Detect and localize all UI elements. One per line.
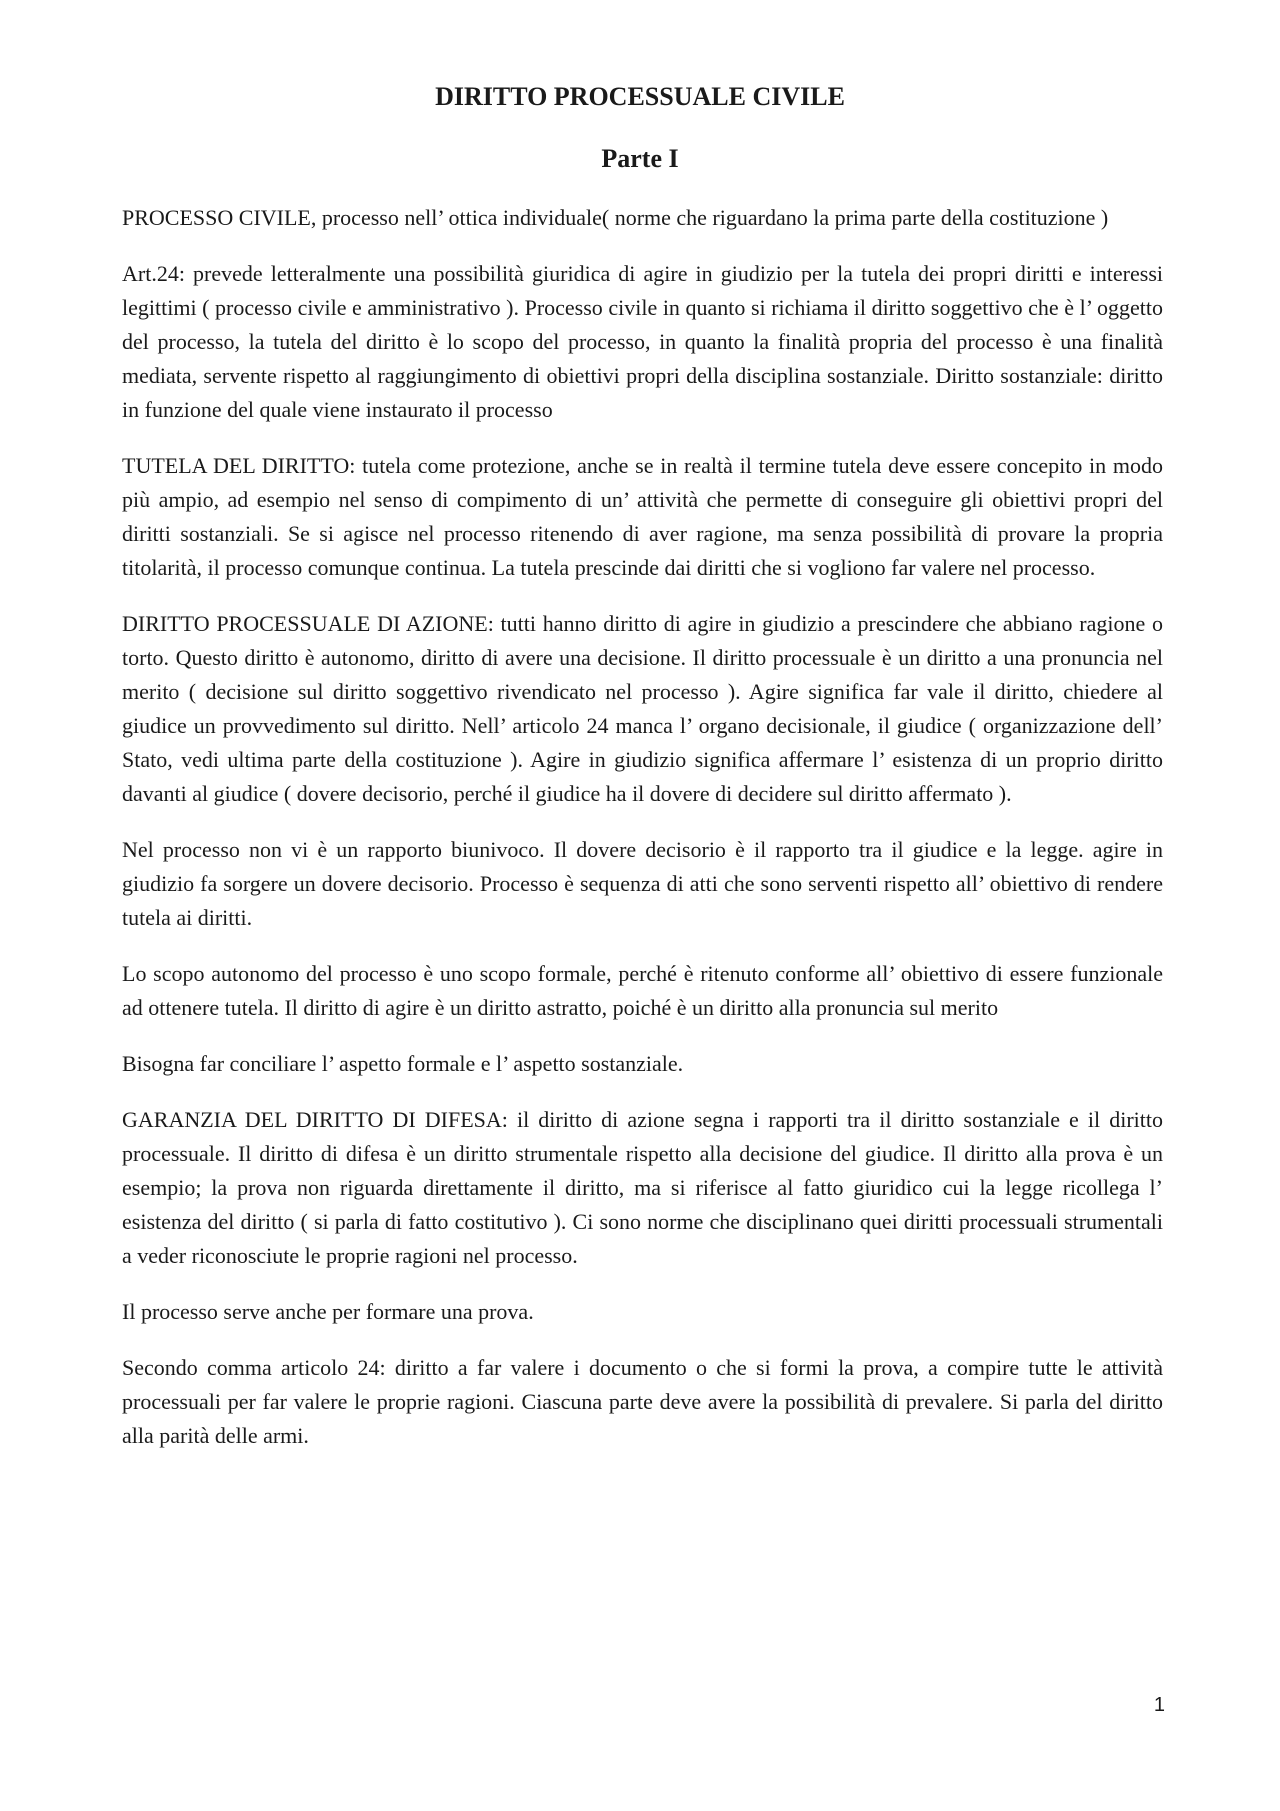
paragraph-formare-prova: Il processo serve anche per formare una prova. — [122, 1299, 534, 1324]
paragraph-processo-civile: PROCESSO CIVILE, processo nell’ ottica individuale( norme che riguardano la prima parte della costituzione ) — [122, 205, 1109, 230]
page-number: 1 — [1153, 1694, 1165, 1716]
document-body — [122, 201, 1163, 1475]
paragraph-art-24: Art.24: prevede letteralmente una possibilità giuridica di agire in giudizio per la tutela dei propri diritti e interessi legittimi ( processo civile e amministrativo ). Processo civile in quanto si richiama il diritto soggettivo che è l’ oggetto del processo, la tutela del diritto è lo scopo del processo, in quanto la finalità propria del processo è una finalità mediata, servente rispetto al raggiungimento di obiettivi propri della disciplina sostanziale. Diritto sostanziale: diritto in funzione del quale viene instaurato il processo — [122, 261, 1163, 422]
document-subtitle: Parte I — [601, 144, 679, 173]
paragraph-secondo-comma: Secondo comma articolo 24: diritto a far valere i documento o che si formi la prova, a compire tutte le attività processuali per far valere le proprie ragioni. Ciascuna parte deve avere la possibilità di prevalere. Si parla del diritto alla parità delle armi. — [122, 1355, 1163, 1448]
document-title: DIRITTO PROCESSUALE CIVILE — [435, 82, 845, 111]
paragraph-diritto-processuale-di-azione: DIRITTO PROCESSUALE DI AZIONE: tutti hanno diritto di agire in giudizio a prescindere che abbiano ragione o torto. Questo diritto è autonomo, diritto di avere una decisione. Il diritto processuale è un diritto a una pronuncia nel merito ( decisione sul diritto soggettivo rivendicato nel processo ). Agire significa far vale il diritto, chiedere al giudice un provvedimento sul diritto. Nell’ articolo 24 manca l’ organo decisionale, il giudice ( organizzazione dell’ Stato, vedi ultima parte della costituzione ). Agire in giudizio significa affermare l’ esistenza di un proprio diritto davanti al giudice ( dovere decisorio, perché il giudice ha il dovere di decidere sul diritto affermato ). — [122, 611, 1163, 806]
paragraph-scopo-autonomo: Lo scopo autonomo del processo è uno scopo formale, perché è ritenuto conforme all’ obiettivo di essere funzionale ad ottenere tutela. Il diritto di agire è un diritto astratto, poiché è un diritto alla pronuncia sul merito — [122, 961, 1163, 1020]
paragraph-tutela-del-diritto: TUTELA DEL DIRITTO: tutela come protezione, anche se in realtà il termine tutela deve essere concepito in modo più ampio, ad esempio nel senso di compimento di un’ attività che permette di conseguire gli obiettivi propri del diritti sostanziali. Se si agisce nel processo ritenendo di aver ragione, ma senza possibilità di provare la propria titolarità, il processo comunque continua. La tutela prescinde dai diritti che si vogliono far valere nel processo. — [122, 453, 1163, 580]
paragraph-conciliare: Bisogna far conciliare l’ aspetto formale e l’ aspetto sostanziale. — [122, 1051, 684, 1076]
paragraph-garanzia-diritto-di-difesa: GARANZIA DEL DIRITTO DI DIFESA: il diritto di azione segna i rapporti tra il diritto sostanziale e il diritto processuale. Il diritto di difesa è un diritto strumentale rispetto alla decisione del giudice. Il diritto alla prova è un esempio; la prova non riguarda direttamente il diritto, ma si riferisce al fatto giuridico cui la legge ricollega l’ esistenza del diritto ( si parla di fatto costitutivo ). Ci sono norme che disciplinano quei diritti processuali strumentali a veder riconosciute le proprie ragioni nel processo. — [122, 1107, 1163, 1268]
paragraph-rapporto-biunivoco: Nel processo non vi è un rapporto biunivoco. Il dovere decisorio è il rapporto tra il giudice e la legge. agire in giudizio fa sorgere un dovere decisorio. Processo è sequenza di atti che sono serventi rispetto all’ obiettivo di rendere tutela ai diritti. — [122, 837, 1163, 930]
